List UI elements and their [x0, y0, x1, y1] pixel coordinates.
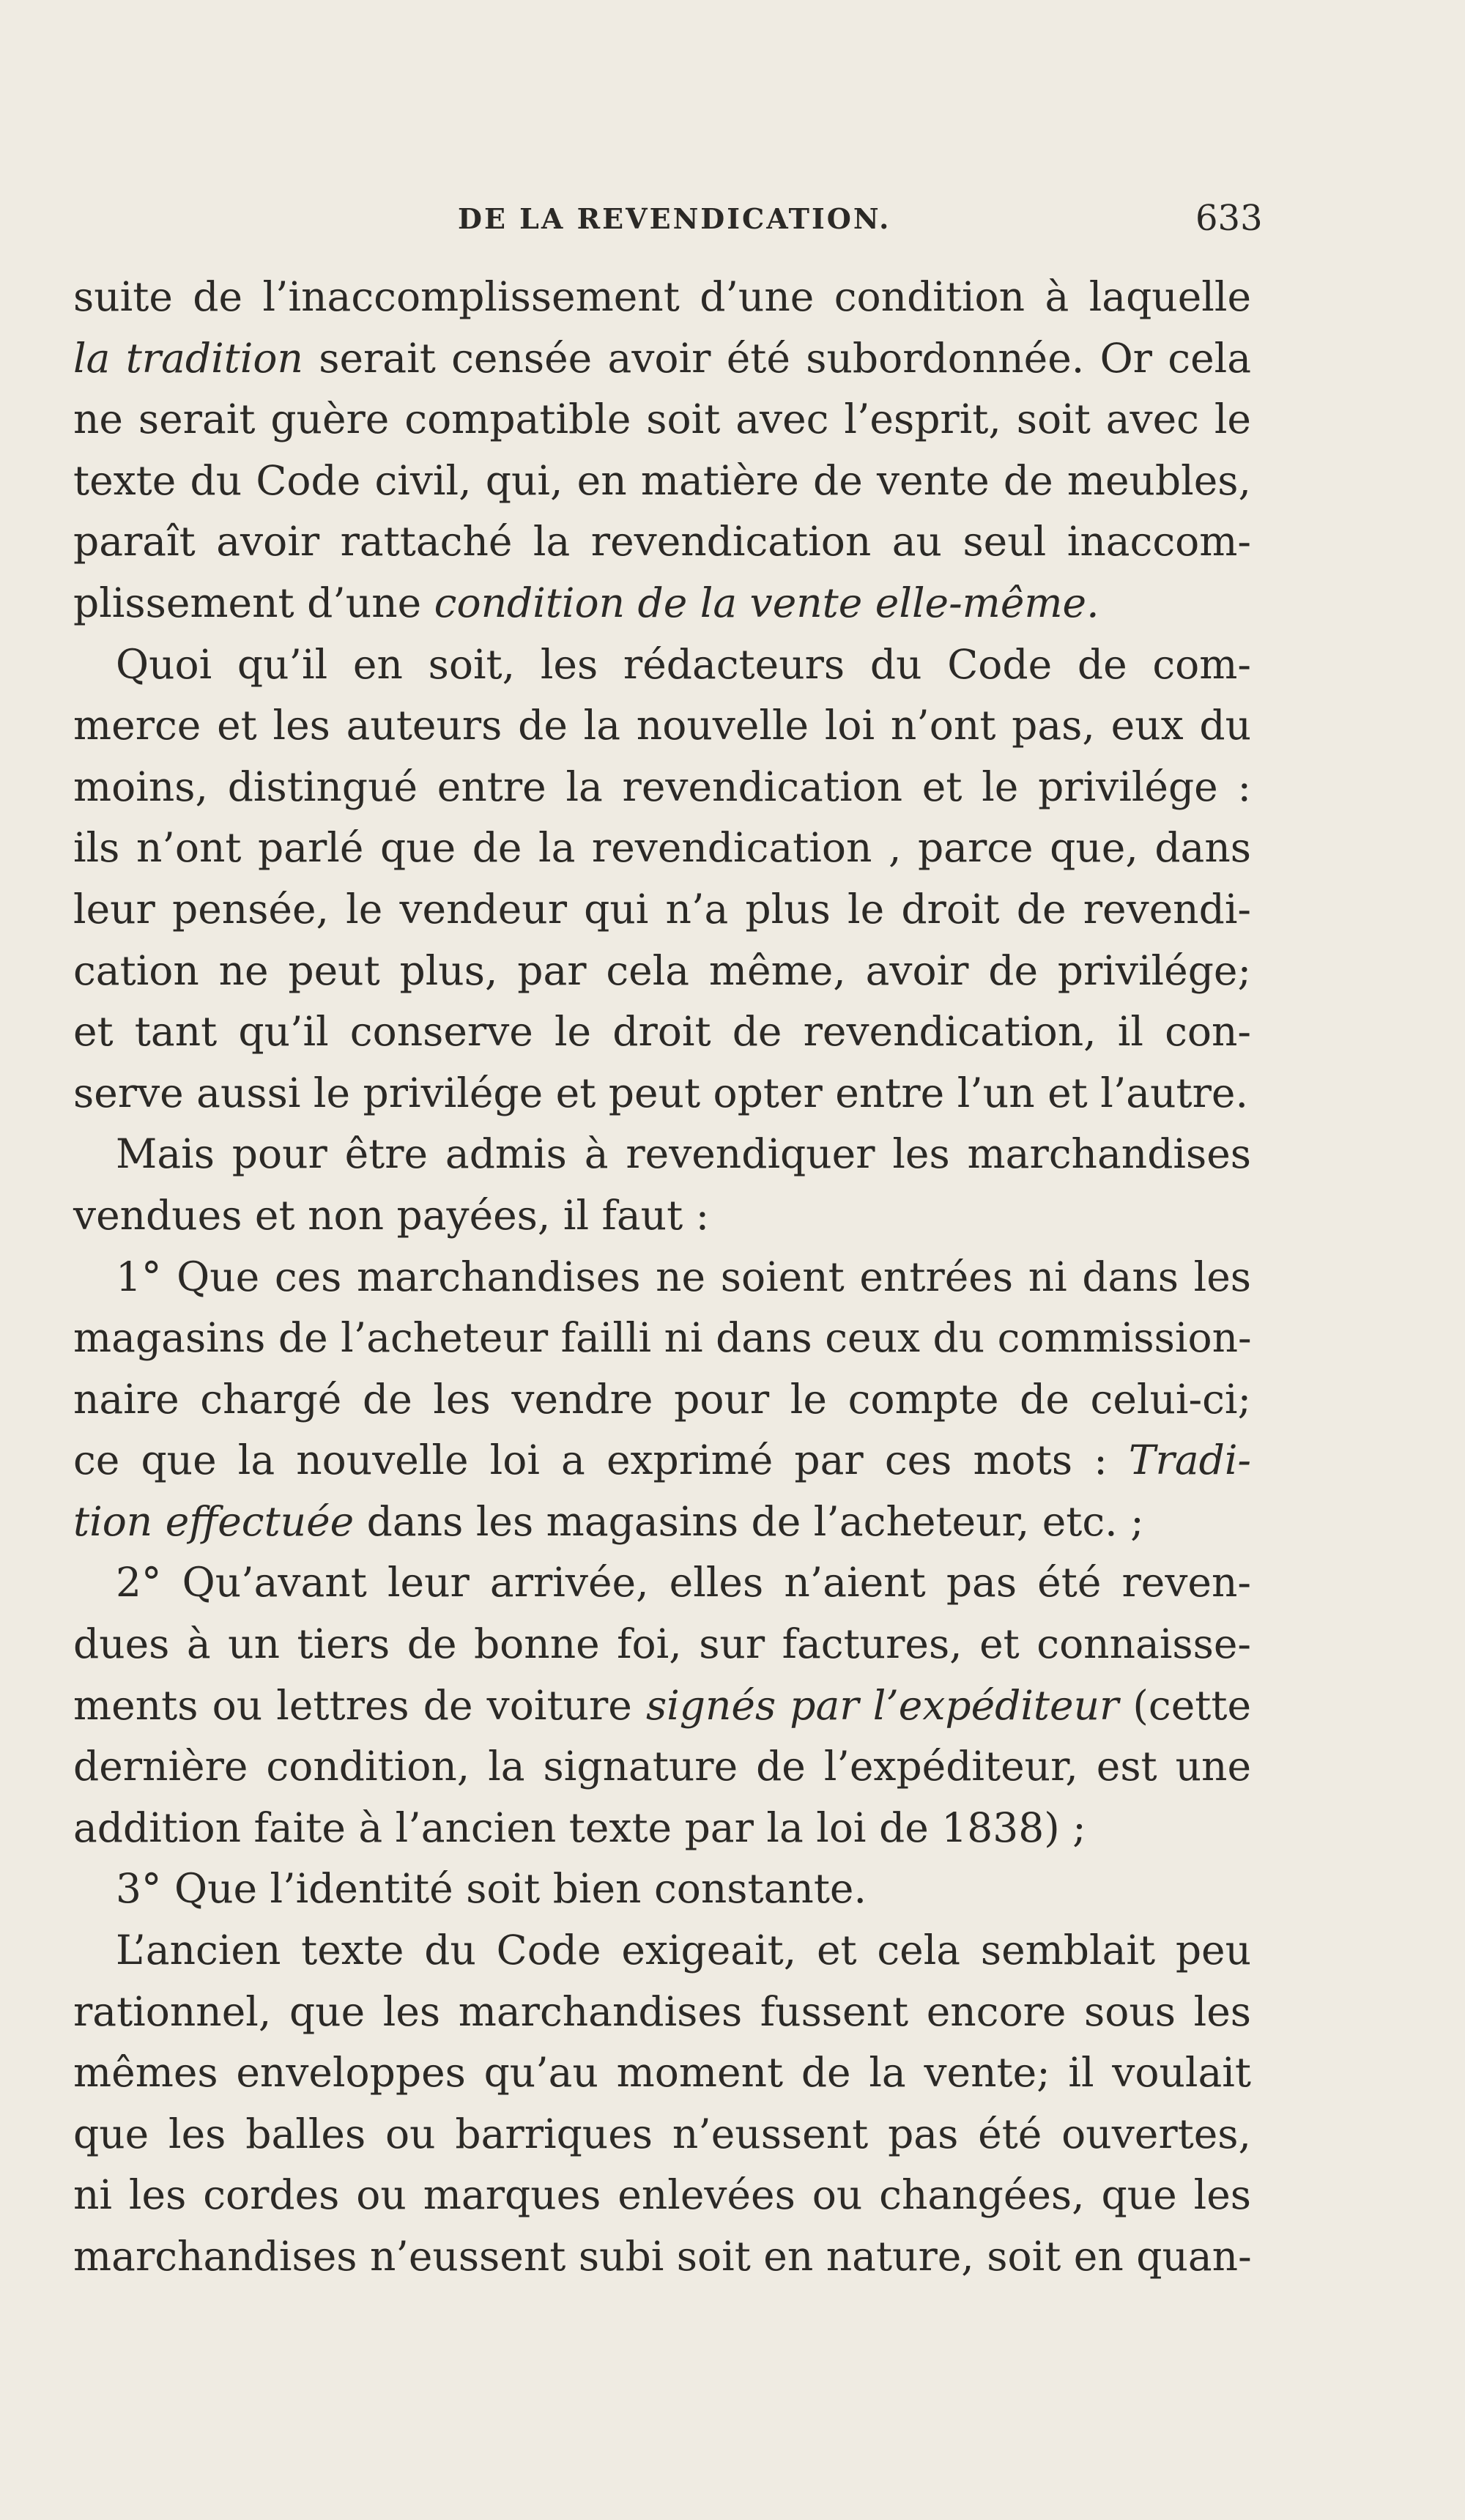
body-text: [73, 267, 1251, 2288]
text-line: ils n’ont parlé que de la revendication , parce que, dans: [73, 824, 1251, 872]
text-line: merce et les auteurs de la nouvelle loi n’ont pas, eux du: [73, 702, 1251, 749]
italic-phrase: Tradi-: [1128, 1437, 1251, 1484]
text-line: serve aussi le privilége et peut opter entre l’un et l’autre.: [73, 1069, 1248, 1116]
list-item-1: 1° Que ces marchandises ne soient entrées ni dans les: [116, 1253, 1251, 1300]
list-item-3: 3° Que l’identité soit bien constante.: [116, 1865, 867, 1913]
text-line: cation ne peut plus, par cela même, avoir de privilége;: [73, 946, 1251, 994]
text-line: mêmes enveloppes qu’au moment de la vente; il voulait: [73, 2049, 1251, 2097]
text-line: la tradition serait censée avoir été subordonnée. Or cela: [73, 334, 1252, 382]
text-line: ments ou lettres de voiture signés par l’expéditeur (cette: [73, 1681, 1251, 1729]
text-line: dernière condition, la signature de l’expéditeur, est une: [73, 1743, 1251, 1790]
italic-phrase: la tradition: [73, 334, 303, 382]
page-number: 633: [1195, 198, 1263, 239]
text-line: dues à un tiers de bonne foi, sur factures, et connaisse-: [73, 1620, 1251, 1668]
italic-phrase: signés par l’expéditeur: [645, 1681, 1119, 1729]
paragraph-start: Quoi qu’il en soit, les rédacteurs du Code de com-: [116, 640, 1251, 688]
text-line: leur pensée, le vendeur qui n’a plus le droit de revendi-: [73, 885, 1251, 933]
text-line: et tant qu’il conserve le droit de revendication, il con-: [73, 1008, 1251, 1056]
italic-phrase: tion effectuée: [73, 1497, 355, 1545]
list-item-2: 2° Qu’avant leur arrivée, elles n’aient pas été reven-: [116, 1559, 1251, 1606]
text-line: naire chargé de les vendre pour le compte de celui-ci;: [73, 1375, 1251, 1423]
text-line: marchandises n’eussent subi soit en nature, soit en quan-: [73, 2233, 1252, 2280]
text-line: rationnel, que les marchandises fussent encore sous les: [73, 1987, 1251, 2035]
paragraph-start: L’ancien texte du Code exigeait, et cela semblait peu: [116, 1927, 1251, 1974]
text-line: que les balles ou barriques n’eussent pas été ouvertes,: [73, 2110, 1251, 2157]
text-line: addition faite à l’ancien texte par la loi de 1838) ;: [73, 1804, 1086, 1851]
text-line: ni les cordes ou marques enlevées ou changées, que les: [73, 2171, 1251, 2219]
text-line: texte du Code civil, qui, en matière de vente de meubles,: [73, 456, 1251, 504]
text-line: moins, distingué entre la revendication et le privilége :: [73, 763, 1251, 810]
text-line: vendues et non payées, il faut :: [73, 1191, 710, 1239]
paragraph-start: Mais pour être admis à revendiquer les marchandises: [116, 1130, 1251, 1178]
text-line: plissement d’une condition de la vente elle-même.: [73, 579, 1099, 626]
running-head: DE LA REVENDICATION.: [458, 202, 891, 235]
text-line: suite de l’inaccomplissement d’une condition à laquelle: [73, 273, 1251, 320]
text-line: ce que la nouvelle loi a exprimé par ces mots : Tradi-: [73, 1437, 1251, 1484]
italic-phrase: condition de la vente elle-même.: [434, 579, 1099, 626]
text-line: paraît avoir rattaché la revendication au seul inaccom-: [73, 518, 1251, 566]
text-line: tion effectuée dans les magasins de l’acheteur, etc. ;: [73, 1497, 1144, 1545]
text-line: ne serait guère compatible soit avec l’esprit, soit avec le: [73, 396, 1251, 443]
text-line: magasins de l’acheteur failli ni dans ceux du commission-: [73, 1314, 1252, 1362]
